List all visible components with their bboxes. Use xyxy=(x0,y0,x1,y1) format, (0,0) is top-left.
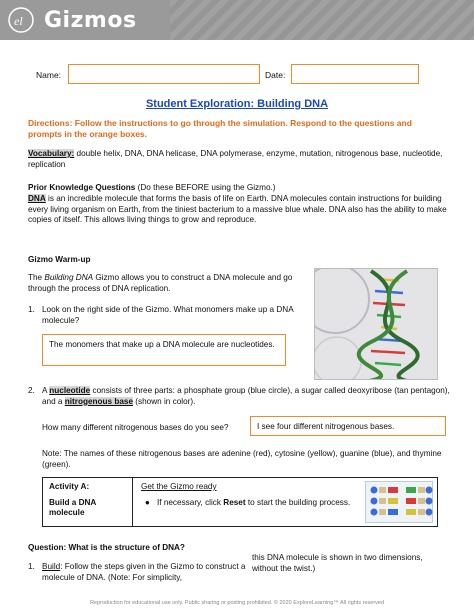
page-title: Student Exploration: Building DNA xyxy=(145,98,329,110)
bullet-icon: ● xyxy=(145,497,150,507)
prior-knowledge-paragraph xyxy=(28,194,454,226)
activity-label-cell xyxy=(43,478,133,526)
build-question-text xyxy=(42,562,252,583)
vocabulary-terms: double helix, DNA, DNA helicase, DNA polymerase, enzyme, mutation, nitrogenous base, nucleotide, replication xyxy=(28,149,443,169)
build-question-number: 1. xyxy=(28,562,35,571)
warmup-intro-pre: The xyxy=(28,273,45,282)
question-1-number: 1. xyxy=(28,305,35,314)
vocabulary-paragraph xyxy=(28,149,448,170)
question-2-number: 2. xyxy=(28,386,35,395)
nitrogenous-base-term: nitrogenous base xyxy=(64,396,134,406)
date-field[interactable] xyxy=(291,64,419,84)
banner-title: Gizmos xyxy=(44,8,137,33)
warmup-heading: Gizmo Warm-up xyxy=(28,255,91,264)
q2-pre: A xyxy=(42,386,50,395)
nucleotide-term: nucleotide xyxy=(49,386,91,395)
prior-knowledge-heading xyxy=(28,183,276,194)
bases-note: Note: The names of these nitrogenous bases are adenine (red), cytosine (yellow), guanine (blue), and thymine (green). xyxy=(42,449,442,469)
nucleotide-thumbnail-icon xyxy=(366,482,434,524)
prior-knowledge-body: is an incredible molecule that forms the basis of life on Earth. DNA molecules contain instructions for building every living organism on Earth, from the tiniest bacterium to a massive blue whale. DNA also has the ability to make copies of itself. This allows living things to grow and reproduce. xyxy=(28,194,447,225)
gizmo-ready-label: Get the Gizmo ready xyxy=(141,482,217,491)
activity-table xyxy=(42,477,438,527)
vocabulary-label: Vocabulary: xyxy=(28,149,75,158)
name-field[interactable] xyxy=(68,64,260,84)
warmup-intro-post: Gizmo allows you to construct a DNA molecule and go through the process of DNA replication. xyxy=(28,273,293,293)
activity-bullet xyxy=(141,498,351,509)
warmup-intro xyxy=(28,273,314,294)
question-1-answer-box[interactable]: The monomers that make up a DNA molecule are nucleotides. xyxy=(42,334,286,366)
name-label: Name: xyxy=(36,70,62,80)
svg-text:el: el xyxy=(14,14,23,28)
bullet-pre: If necessary, click xyxy=(157,497,224,507)
activity-instructions xyxy=(141,482,351,508)
q2-post: (shown in color). xyxy=(133,396,196,406)
banner-stripes xyxy=(170,0,474,40)
question-2-text xyxy=(42,386,454,407)
bases-question: How many different nitrogenous bases do you see? xyxy=(42,423,229,432)
nucleotide-thumbnail xyxy=(365,481,433,523)
q2-mid: consists of three parts: a phosphate group (blue circle), a sugar called deoxyribose (tan pentagon), and a xyxy=(42,386,450,406)
dna-term: DNA xyxy=(28,194,46,203)
structure-question-heading: Question: What is the structure of DNA? xyxy=(28,543,185,552)
build-text: : Follow the steps given in the Gizmo to construct a molecule of DNA. (Note: For simplicity, xyxy=(42,562,246,582)
bases-answer-box[interactable]: I see four different nitrogenous bases. xyxy=(250,416,446,436)
question-1-text: Look on the right side of the Gizmo. What monomers make up a DNA molecule? xyxy=(42,305,294,325)
build-question-continued: this DNA molecule is shown in two dimensions, without the twist.) xyxy=(252,553,423,573)
el-logo-icon xyxy=(8,7,34,33)
dna-helix-image xyxy=(314,268,438,380)
activity-label: Activity A: xyxy=(49,482,90,491)
reset-keyword: Reset xyxy=(223,497,246,507)
footer-notice: Reproduction for educational use only. Public sharing or posting prohibited. © 2020 ExploreLearning™ All rights reserved xyxy=(89,600,385,606)
prior-knowledge-title: Prior Knowledge Questions xyxy=(28,183,136,192)
prior-knowledge-note: (Do these BEFORE using the Gizmo.) xyxy=(135,183,276,192)
gizmos-banner xyxy=(0,0,474,40)
gizmo-name: Building DNA xyxy=(44,273,94,282)
activity-name: Build a DNA molecule xyxy=(49,497,97,518)
dna-helix-icon xyxy=(315,269,438,380)
date-label: Date: xyxy=(265,70,286,80)
directions-text: Directions: Follow the instructions to go through the simulation. Respond to the questions and prompts in the orange boxes. xyxy=(28,118,412,140)
bullet-post: to start the building process. xyxy=(245,497,351,507)
build-label: Build xyxy=(42,562,61,571)
